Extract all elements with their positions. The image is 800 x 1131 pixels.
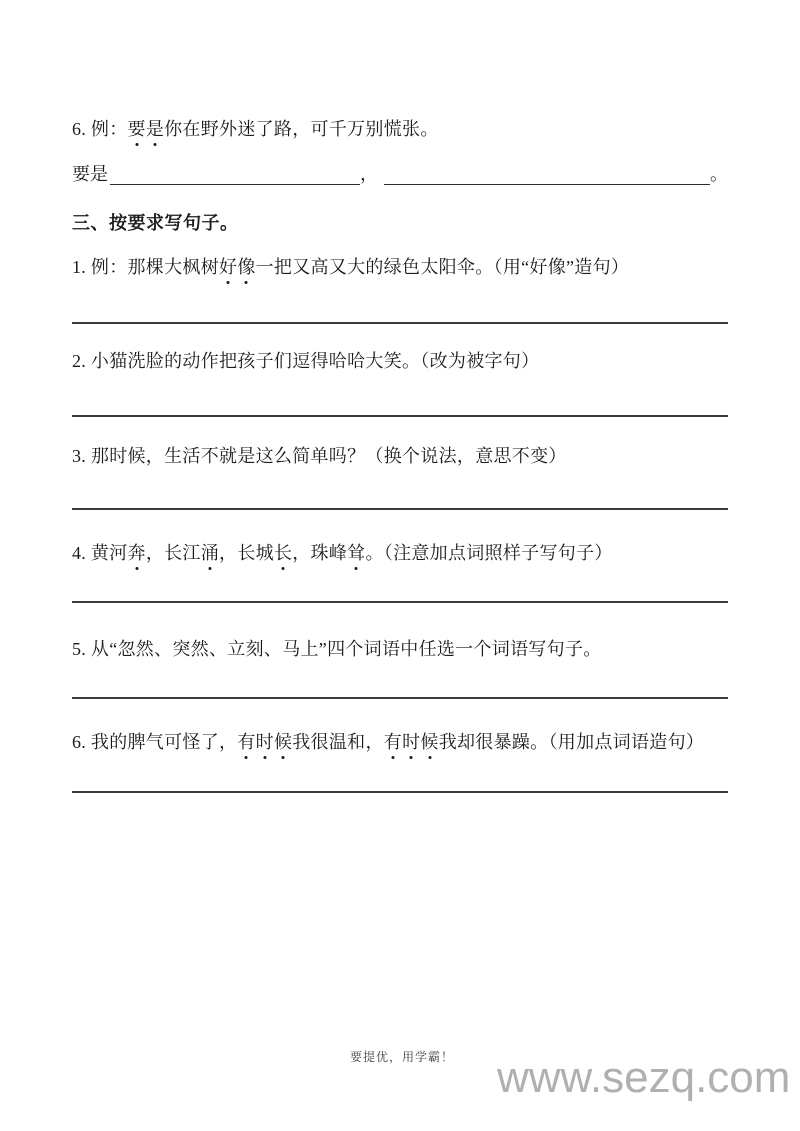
question-4: 4. 黄河奔，长江涌，长城长，珠峰耸。（注意加点词照样子写句子） [72,540,732,567]
question-2: 2. 小猫洗脸的动作把孩子们逗得哈哈大笑。（改为被字句） [72,351,540,371]
section-heading: 三、按要求写句子。 [72,213,239,233]
question-6: 6. 我的脾气可怪了，有时候我很温和，有时候我却很暴躁。（用加点词语造句） [72,729,732,756]
answer-line-6 [72,791,728,793]
answer-line-1 [72,322,728,324]
blank-line-2 [384,165,710,185]
fill-in-sentence-row [72,160,728,185]
example-item-6: 6. 例：要是你在野外迷了路，可千万别慌张。 [72,116,732,143]
question-5: 5. 从“忽然、突然、立刻、马上”四个词语中任选一个词语写句子。 [72,639,602,659]
footer-slogan: 要提优，用学霸！ [350,1050,455,1064]
answer-line-4 [72,601,728,603]
blank-line-1 [110,165,360,185]
answer-line-2 [72,415,728,417]
question-3: 3. 那时候，生活不就是这么简单吗？（换个说法，意思不变） [72,446,567,466]
fill-prefix: 要是 [72,164,108,184]
fill-period: 。 [710,164,728,184]
question-1: 1. 例：那棵大枫树好像一把又高又大的绿色太阳伞。（用“好像”造句） [72,254,732,281]
answer-line-5 [72,697,728,699]
answer-line-3 [72,508,728,510]
watermark-text: www.sezq.com [497,1053,791,1102]
fill-comma: ， [360,164,378,184]
